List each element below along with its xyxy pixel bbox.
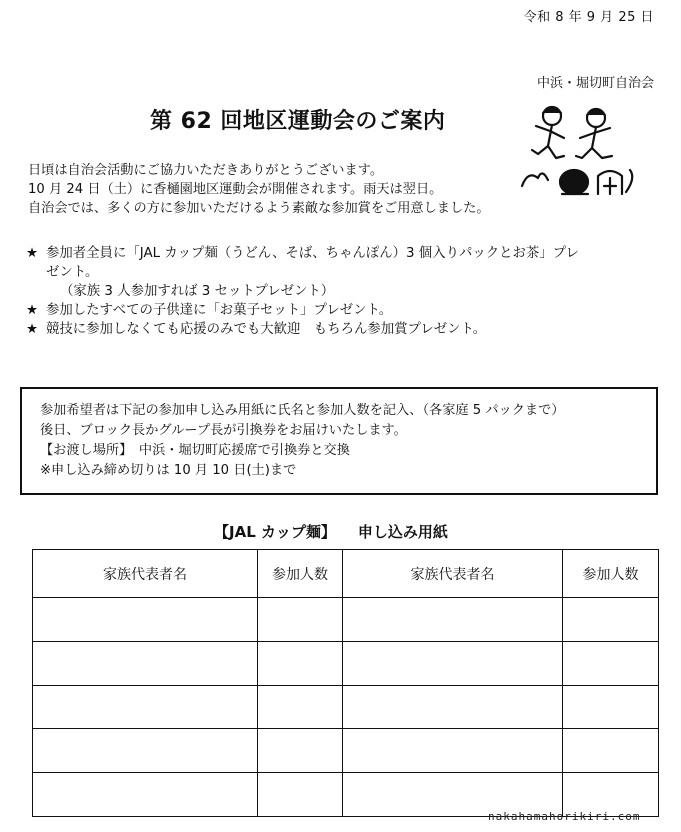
count-cell[interactable] bbox=[563, 685, 659, 729]
table-row bbox=[33, 729, 659, 773]
form-title-product: 【JAL カップ麺】 bbox=[214, 523, 336, 541]
bullet-continuation: ゼント。 bbox=[46, 265, 99, 280]
name-cell[interactable] bbox=[343, 729, 563, 773]
table-row bbox=[33, 685, 659, 729]
page-title: 第 62 回地区運動会のご案内 bbox=[150, 109, 446, 134]
count-cell[interactable] bbox=[258, 729, 343, 773]
count-cell[interactable] bbox=[258, 641, 343, 685]
column-header-participants: 参加人数 bbox=[258, 550, 343, 598]
name-cell[interactable] bbox=[343, 641, 563, 685]
prize-bullet-list bbox=[26, 244, 656, 339]
name-cell[interactable] bbox=[33, 598, 258, 642]
bullet-note: （家族 3 人参加すれば 3 セットプレゼント） bbox=[60, 284, 335, 299]
name-cell[interactable] bbox=[33, 641, 258, 685]
footer-site-name: nakahamahorikiri.com bbox=[488, 810, 641, 823]
notice-box bbox=[20, 387, 658, 495]
column-header-family-name: 家族代表者名 bbox=[33, 550, 258, 598]
intro-line-2: 10 月 24 日（土）に香樋園地区運動会が開催されます。雨天は翌日。 bbox=[28, 182, 443, 197]
notice-line: ※申し込み締め切りは 10 月 10 日(土)まで bbox=[40, 463, 297, 478]
table-header-row bbox=[33, 550, 659, 598]
organization-name: 中浜・堀切町自治会 bbox=[536, 76, 654, 91]
column-header-participants: 参加人数 bbox=[563, 550, 659, 598]
star-icon: ★ bbox=[26, 303, 39, 318]
notice-line: 【お渡し場所】 中浜・堀切町応援席で引換券と交換 bbox=[40, 443, 350, 458]
count-cell[interactable] bbox=[563, 641, 659, 685]
count-cell[interactable] bbox=[258, 685, 343, 729]
bullet-text: 参加者全員に「JAL カップ麺（うどん、そば、ちゃんぽん）3 個入りパックとお茶」プレ bbox=[46, 246, 579, 261]
application-form-table bbox=[32, 549, 659, 817]
bullet-text: 参加したすべての子供達に「お菓子セット」プレゼント。 bbox=[46, 303, 393, 318]
intro-line-3: 自治会では、多くの方に参加いただけるよう素敵な参加賞をご用意しました。 bbox=[28, 201, 490, 216]
name-cell[interactable] bbox=[33, 729, 258, 773]
name-cell[interactable] bbox=[33, 685, 258, 729]
notice-line: 参加希望者は下記の参加申し込み用紙に氏名と参加人数を記入、（各家庭 5 パックまで） bbox=[40, 403, 565, 418]
name-cell[interactable] bbox=[33, 773, 258, 817]
count-cell[interactable] bbox=[258, 598, 343, 642]
name-cell[interactable] bbox=[343, 598, 563, 642]
count-cell[interactable] bbox=[563, 729, 659, 773]
count-cell[interactable] bbox=[563, 598, 659, 642]
count-cell[interactable] bbox=[258, 773, 343, 817]
bullet-item bbox=[26, 244, 656, 263]
table-row bbox=[33, 598, 659, 642]
bullet-text: 競技に参加しなくても応援のみでも大歓迎 もちろん参加賞プレゼント。 bbox=[46, 322, 487, 337]
form-title-label: 申し込み用紙 bbox=[357, 523, 448, 541]
notice-line: 後日、ブロック長かグループ長が引換券をお届けいたします。 bbox=[40, 423, 407, 438]
star-icon: ★ bbox=[26, 246, 39, 261]
intro-line-1: 日頃は自治会活動にご協力いただきありがとうございます。 bbox=[28, 163, 384, 178]
table-row bbox=[33, 641, 659, 685]
document-date: 令和 8 年 9 月 25 日 bbox=[523, 10, 654, 25]
bullet-item bbox=[26, 320, 656, 339]
running-children-illustration bbox=[518, 104, 640, 200]
bullet-item bbox=[26, 301, 656, 320]
column-header-family-name: 家族代表者名 bbox=[343, 550, 563, 598]
star-icon: ★ bbox=[26, 322, 39, 337]
form-title bbox=[214, 521, 448, 542]
name-cell[interactable] bbox=[343, 685, 563, 729]
